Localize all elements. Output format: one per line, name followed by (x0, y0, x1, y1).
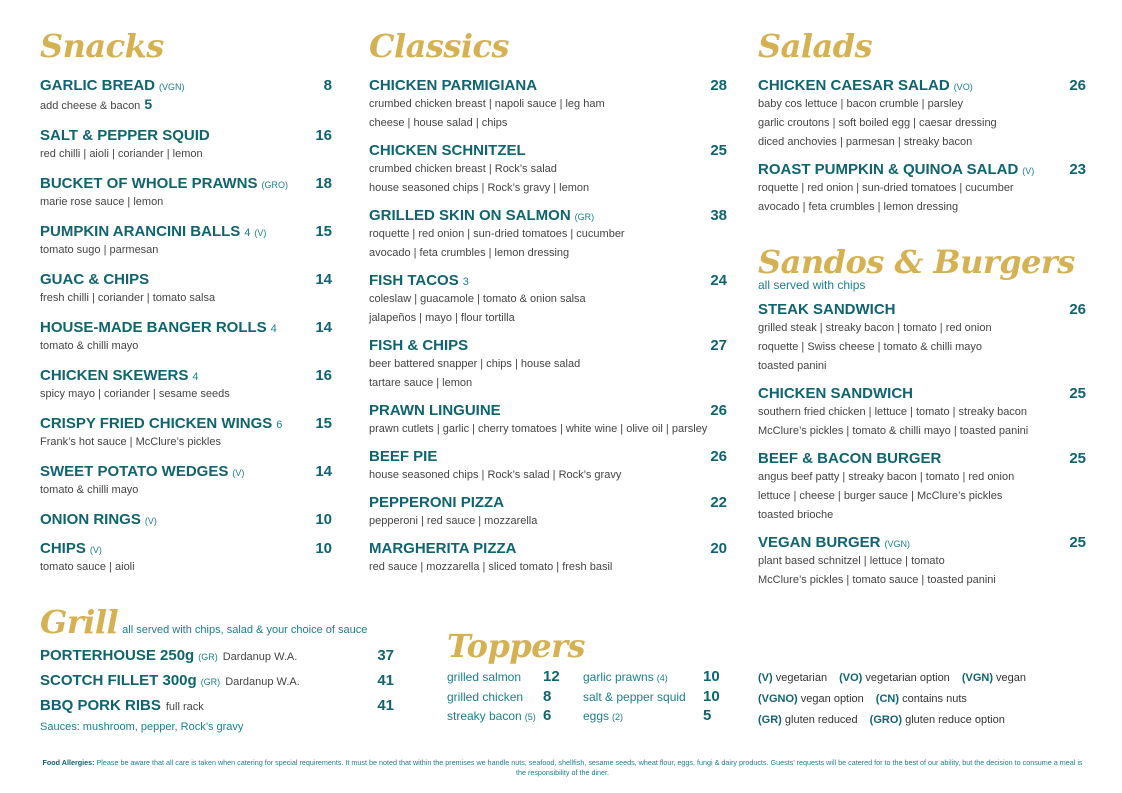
menu-item-header (758, 533, 1086, 552)
item-name: PRAWN LINGUINE (369, 402, 501, 419)
item-price: 15 (315, 415, 332, 432)
item-name: GUAC & CHIPS (40, 271, 150, 288)
menu-item (40, 174, 332, 212)
menu-item (369, 493, 727, 531)
salads-section (758, 28, 1086, 225)
item-price: 41 (377, 697, 394, 714)
item-price: 23 (1069, 161, 1086, 178)
classics-section (369, 28, 727, 585)
item-price: 25 (1069, 450, 1086, 467)
grill-section (40, 604, 394, 733)
item-name: CRISPY FRIED CHICKEN WINGS (40, 415, 273, 432)
item-description (40, 289, 332, 308)
menu-item-header (40, 76, 332, 95)
dietary-tag: (V) (1022, 166, 1035, 176)
menu-item-header (40, 646, 394, 667)
topper-price: 10 (703, 688, 720, 705)
menu-item (369, 447, 727, 485)
topper-name (583, 668, 703, 687)
menu-item-header (758, 300, 1086, 319)
menu-item-header (369, 336, 727, 355)
item-name: FISH TACOS (369, 272, 459, 289)
legend-label: gluten reduced (784, 714, 858, 726)
legend-entry (870, 714, 1005, 726)
topper-price: 5 (703, 707, 712, 724)
topper-name-text: eggs (583, 709, 610, 723)
dietary-legend (758, 668, 1088, 731)
item-name: CHICKEN SANDWICH (758, 385, 913, 402)
menu-item-header (369, 493, 727, 512)
legend-entry (758, 714, 858, 726)
menu-item (369, 76, 727, 133)
legend-row-3 (758, 710, 1088, 731)
item-description-text: fresh chilli | coriander | tomato salsa (40, 292, 216, 304)
item-name: ONION RINGS (40, 511, 141, 528)
item-price: 38 (710, 207, 727, 224)
item-price: 25 (1069, 534, 1086, 551)
item-name: HOUSE-MADE BANGER ROLLS (40, 319, 267, 336)
menu-item-header (40, 366, 332, 385)
item-description: McClure’s pickles | tomato & chilli mayo | toasted panini (758, 425, 1029, 437)
item-price: 25 (710, 142, 727, 159)
menu-item (369, 271, 727, 328)
item-price: 26 (1069, 77, 1086, 94)
item-name: CHICKEN SKEWERS (40, 367, 189, 384)
menu-item-header (369, 271, 727, 290)
dietary-tag: (VO) (953, 82, 973, 92)
item-description: toasted brioche (758, 509, 834, 521)
legend-entry (758, 672, 827, 684)
item-description: tartare sauce | lemon (369, 377, 473, 389)
dietary-tag: (V) (232, 468, 245, 478)
legend-label: vegetarian (775, 672, 828, 684)
item-name: SWEET POTATO WEDGES (40, 463, 229, 480)
item-description (40, 558, 332, 577)
item-origin: full rack (165, 701, 204, 713)
item-description-text: tomato & chilli mayo (40, 484, 139, 496)
item-price: 20 (710, 540, 727, 557)
toppers-heading: Toppers (447, 627, 585, 665)
dietary-tag: (GR) (200, 677, 221, 687)
sandos-list (758, 300, 1086, 590)
menu-item-header (40, 414, 332, 433)
item-name: SCOTCH FILLET 300g (40, 672, 197, 689)
topper-name-text: salt & pepper squid (583, 690, 686, 704)
item-description: roquette | red onion | sun-dried tomatoes | cucumber (369, 228, 625, 240)
item-description: cheese | house salad | chips (369, 117, 508, 129)
item-origin: Dardanup W.A. (222, 651, 298, 663)
item-origin: Dardanup W.A. (225, 676, 300, 688)
item-price: 10 (315, 540, 332, 557)
item-count: 4 (192, 371, 199, 383)
item-description: prawn cutlets | garlic | cherry tomatoes | white wine | olive oil | parsley (369, 423, 708, 435)
topper-name (447, 707, 543, 726)
legend-label: vegan (996, 672, 1027, 684)
allergy-text: Please be aware that all care is taken when catering for special requirements. It must be noted that within the premises we handle nuts, seafood, shellfish, sesame seeds, wheat flour, eggs, fungi & dairy products. Guests’ requests will be catered for to the best of our ability, but the decision to consume a meal is the responsibility of the diner. (96, 758, 1083, 777)
menu-item (369, 206, 727, 263)
menu-item (40, 462, 332, 500)
item-name: PEPPERONI PIZZA (369, 494, 505, 511)
item-name: PUMPKIN ARANCINI BALLS (40, 223, 241, 240)
sandos-subheading: all served with chips (758, 278, 866, 292)
item-description: McClure’s pickles | tomato sauce | toasted panini (758, 574, 996, 586)
legend-label: gluten reduce option (905, 714, 1005, 726)
dietary-tag: (GR) (574, 212, 595, 222)
menu-item (40, 646, 394, 667)
item-description: lettuce | cheese | burger sauce | McClure’s pickles (758, 490, 1003, 502)
item-name: PORTERHOUSE 250g (40, 647, 195, 664)
item-description (40, 193, 332, 212)
topper-name (447, 668, 543, 687)
menu-item-header (40, 462, 332, 481)
menu-item (40, 126, 332, 164)
dietary-tag: (GR) (198, 652, 218, 662)
menu-item (758, 384, 1086, 441)
item-price: 14 (315, 319, 332, 336)
topper-name (583, 707, 703, 726)
topper-qty: (2) (612, 712, 624, 722)
menu-item-header (758, 384, 1086, 403)
grill-heading: Grill (40, 603, 119, 641)
item-description: crumbed chicken breast | napoli sauce | leg ham (369, 98, 605, 110)
item-description: pepperoni | red sauce | mozzarella (369, 515, 538, 527)
item-name: CHIPS (40, 540, 86, 557)
item-name: MARGHERITA PIZZA (369, 540, 517, 557)
item-description: roquette | red onion | sun-dried tomatoes | cucumber (758, 182, 1014, 194)
classics-list (369, 76, 727, 577)
menu-item (40, 539, 332, 577)
toppers-section (447, 628, 737, 726)
menu-item (40, 696, 394, 717)
legend-code: (GR) (758, 714, 782, 726)
item-price: 14 (315, 463, 332, 480)
menu-item-header (758, 449, 1086, 468)
menu-item-header (369, 401, 727, 420)
grill-list (40, 646, 394, 717)
menu-item (40, 222, 332, 260)
item-description (40, 337, 332, 356)
item-description: roquette | Swiss cheese | tomato & chilli mayo (758, 341, 982, 353)
toppers-grid (447, 668, 737, 726)
menu-item (40, 510, 332, 529)
menu-item-header (40, 270, 332, 289)
item-price: 37 (377, 647, 394, 664)
item-name: BBQ PORK RIBS (40, 697, 161, 714)
topper-name (447, 688, 543, 706)
item-description (40, 95, 332, 116)
item-description (40, 241, 332, 260)
legend-code: (GRO) (869, 714, 903, 726)
item-price: 22 (710, 494, 727, 511)
legend-code: (CN) (875, 693, 900, 705)
grill-subheading: all served with chips, salad & your choice of sauce (122, 624, 368, 636)
item-description-text: Frank’s hot sauce | McClure’s pickles (40, 436, 221, 448)
item-description: jalapeños | mayo | flour tortilla (369, 312, 515, 324)
legend-entry (962, 672, 1026, 684)
item-description: garlic croutons | soft boiled egg | caesar dressing (758, 117, 997, 129)
menu-item (758, 449, 1086, 525)
legend-entry (876, 693, 967, 705)
item-price: 25 (1069, 385, 1086, 402)
menu-item (40, 366, 332, 404)
item-price: 26 (1069, 301, 1086, 318)
item-description: toasted panini (758, 360, 827, 372)
grill-sauces: Sauces: mushroom, pepper, Rock’s gravy (40, 721, 244, 733)
sandos-heading: Sandos & Burgers (758, 243, 1075, 281)
menu-item-header (369, 141, 727, 160)
item-price: 26 (710, 448, 727, 465)
item-price: 27 (710, 337, 727, 354)
menu-item (758, 300, 1086, 376)
item-name: CHICKEN CAESAR SALAD (758, 77, 950, 94)
salads-list (758, 76, 1086, 217)
menu-item (369, 401, 727, 439)
legend-label: vegan option (800, 693, 864, 705)
item-price: 8 (323, 77, 332, 94)
menu-item-header (40, 510, 332, 529)
menu-item-header (758, 76, 1086, 95)
menu-item-header (40, 671, 394, 692)
item-count: 6 (276, 419, 283, 431)
menu-item (40, 414, 332, 452)
item-price: 10 (315, 511, 332, 528)
item-description: house seasoned chips | Rock’s salad | Rock’s gravy (369, 469, 622, 481)
item-price: 15 (315, 223, 332, 240)
menu-item-header (40, 126, 332, 145)
topper-price: 12 (543, 668, 560, 685)
topper-name-text: streaky bacon (447, 709, 522, 723)
menu-item-header (40, 174, 332, 193)
legend-row-1 (758, 668, 1088, 689)
snacks-section (40, 28, 332, 587)
menu-item-header (369, 539, 727, 558)
dietary-tag: (VGN) (159, 82, 185, 92)
item-name: FISH & CHIPS (369, 337, 469, 354)
legend-row-2 (758, 689, 1088, 710)
item-name: ROAST PUMPKIN & QUINOA SALAD (758, 161, 1019, 178)
legend-label: contains nuts (902, 693, 967, 705)
topper-qty: (5) (524, 712, 536, 722)
item-price: 28 (710, 77, 727, 94)
item-name: SALT & PEPPER SQUID (40, 127, 210, 144)
addon-price: 5 (144, 96, 153, 112)
item-price: 18 (315, 175, 332, 192)
item-name: CHICKEN SCHNITZEL (369, 142, 526, 159)
item-description (40, 433, 332, 452)
item-description: avocado | feta crumbles | lemon dressing (758, 201, 959, 213)
menu-item-header (369, 447, 727, 466)
item-name: STEAK SANDWICH (758, 301, 896, 318)
item-description: beer battered snapper | chips | house salad (369, 358, 581, 370)
menu-item (758, 160, 1086, 217)
topper-name-text: garlic prawns (583, 670, 654, 684)
item-description: grilled steak | streaky bacon | tomato | red onion (758, 322, 992, 334)
item-count: 4 (270, 323, 277, 335)
menu-item-header (369, 206, 727, 225)
sandos-section (758, 244, 1086, 598)
topper-price: 6 (543, 707, 552, 724)
item-name: GRILLED SKIN ON SALMON (369, 207, 571, 224)
item-description: diced anchovies | parmesan | streaky bacon (758, 136, 973, 148)
item-price: 16 (315, 127, 332, 144)
menu-item-header (758, 160, 1086, 179)
item-price: 24 (710, 272, 727, 289)
item-description: southern fried chicken | lettuce | tomato | streaky bacon (758, 406, 1028, 418)
legend-code: (VGN) (961, 672, 993, 684)
item-description-text: tomato sugo | parmesan (40, 244, 159, 256)
legend-entry (839, 672, 950, 684)
item-description-text: marie rose sauce | lemon (40, 196, 164, 208)
menu-item (758, 76, 1086, 152)
item-price: 14 (315, 271, 332, 288)
menu-item-header (40, 318, 332, 337)
menu-item-header (369, 76, 727, 95)
item-description: crumbed chicken breast | Rock’s salad (369, 163, 557, 175)
topper-name (583, 688, 703, 706)
item-description: baby cos lettuce | bacon crumble | parsley (758, 98, 964, 110)
dietary-tag: (V) (89, 545, 102, 555)
menu-item (40, 671, 394, 692)
dietary-tag: (VGN) (884, 539, 911, 549)
menu-item-header (40, 696, 394, 717)
item-name: GARLIC BREAD (40, 77, 155, 94)
item-price: 16 (315, 367, 332, 384)
classics-heading: Classics (369, 27, 510, 65)
item-description-text: tomato sauce | aioli (40, 561, 135, 573)
menu-item (369, 141, 727, 198)
allergy-title: Food Allergies: (42, 758, 95, 767)
topper-price: 10 (703, 668, 720, 685)
topper-qty: (4) (656, 673, 668, 683)
topper-name-text: grilled salmon (447, 670, 522, 684)
menu-item (40, 318, 332, 356)
item-description (40, 481, 332, 500)
menu-item-header (40, 539, 332, 558)
item-price: 41 (377, 672, 394, 689)
item-description-text: spicy mayo | coriander | sesame seeds (40, 388, 230, 400)
snacks-heading: Snacks (40, 27, 164, 65)
item-description (40, 145, 332, 164)
salads-heading: Salads (758, 27, 873, 65)
item-description: red sauce | mozzarella | sliced tomato | fresh basil (369, 561, 613, 573)
item-description-text: red chilli | aioli | coriander | lemon (40, 148, 203, 160)
item-description-text: tomato & chilli mayo (40, 340, 139, 352)
item-name: BUCKET OF WHOLE PRAWNS (40, 175, 258, 192)
item-count: 3 (462, 276, 469, 288)
item-name: BEEF PIE (369, 448, 438, 465)
allergy-notice (40, 758, 1085, 778)
item-price: 26 (710, 402, 727, 419)
topper-price: 8 (543, 688, 552, 705)
legend-label: vegetarian option (865, 672, 950, 684)
item-description: house seasoned chips | Rock’s gravy | lemon (369, 182, 590, 194)
item-description: angus beef patty | streaky bacon | tomato | red onion (758, 471, 1015, 483)
legend-code: (VGNO) (758, 693, 798, 705)
item-description: coleslaw | guacamole | tomato & onion salsa (369, 293, 586, 305)
menu-item (369, 336, 727, 393)
menu-item (369, 539, 727, 577)
dietary-tag: (GRO) (261, 180, 288, 190)
snacks-list (40, 76, 332, 577)
dietary-tag: (V) (144, 516, 157, 526)
topper-name-text: grilled chicken (447, 690, 524, 704)
menu-item (758, 533, 1086, 590)
menu-item (40, 76, 332, 116)
legend-code: (VO) (839, 672, 863, 684)
item-description: avocado | feta crumbles | lemon dressing (369, 247, 570, 259)
menu-item-header (40, 222, 332, 241)
item-count: 4 (244, 227, 251, 239)
item-description (40, 385, 332, 404)
item-description-text: add cheese & bacon (40, 100, 141, 112)
legend-entry (758, 693, 864, 705)
menu-item (40, 270, 332, 308)
item-name: VEGAN BURGER (758, 534, 881, 551)
dietary-tag: (V) (254, 228, 267, 238)
legend-code: (V) (758, 672, 773, 684)
item-name: CHICKEN PARMIGIANA (369, 77, 538, 94)
item-description: plant based schnitzel | lettuce | tomato (758, 555, 945, 567)
item-name: BEEF & BACON BURGER (758, 450, 942, 467)
